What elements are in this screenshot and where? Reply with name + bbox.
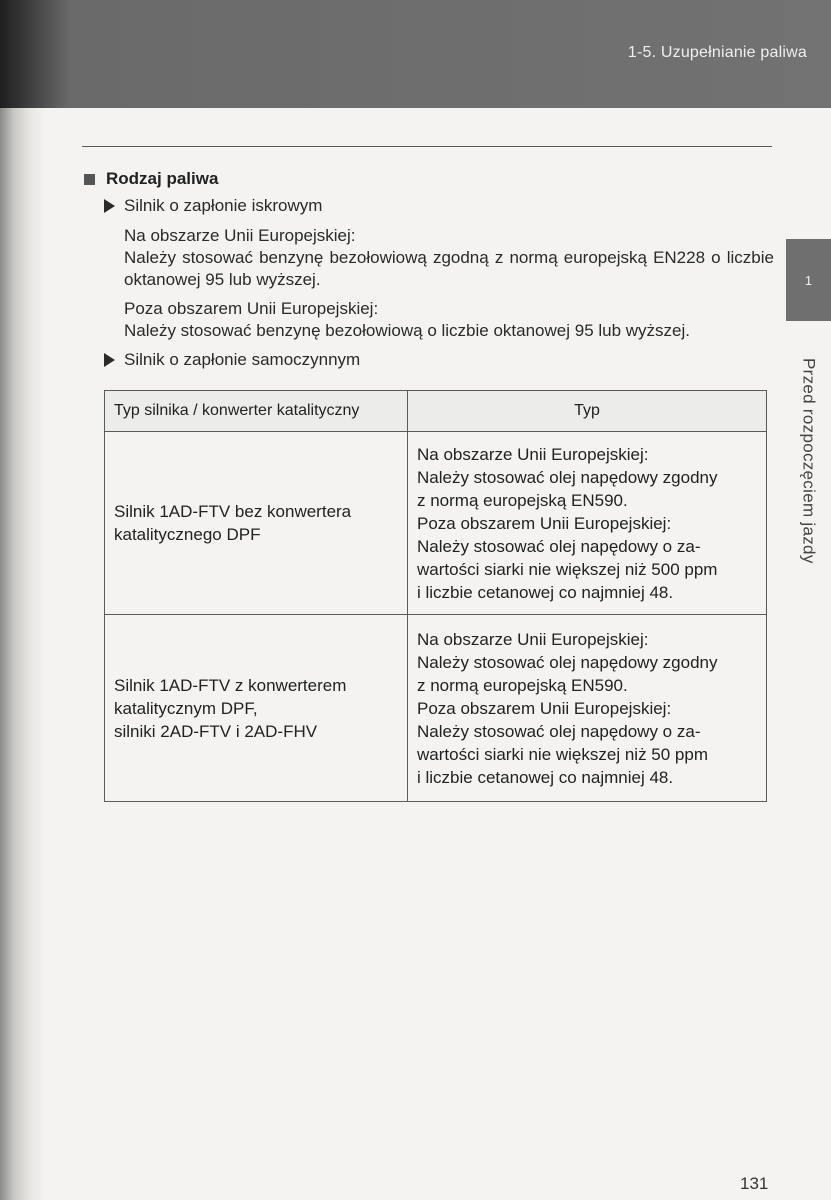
cell-line: wartości siarki nie większej niż 50 ppm — [417, 744, 708, 764]
cell-line: Należy stosować olej napędowy o za- — [417, 536, 701, 556]
chapter-side-label — [786, 338, 831, 583]
cell-line: katalitycznego DPF — [114, 525, 261, 544]
cell-line: Silnik 1AD-FTV z konwerterem — [114, 675, 347, 695]
petrol-eu-block — [124, 225, 774, 291]
cell-line: Należy stosować olej napędowy o za- — [417, 721, 701, 741]
petrol-non-eu-heading: Poza obszarem Unii Europejskiej: — [124, 299, 379, 318]
header-title: 1-5. Uzupełnianie paliwa — [627, 44, 807, 61]
cell-line: Na obszarze Unii Europejskiej: — [417, 629, 649, 649]
cell-line: wartości siarki nie większej niż 500 ppm — [417, 559, 718, 579]
table-row — [105, 432, 767, 615]
fuel-type-table — [104, 390, 767, 802]
page-header — [0, 0, 831, 108]
table-cell-engine — [105, 615, 408, 802]
diesel-bullet-label: Silnik o zapłonie samoczynnym — [124, 350, 361, 369]
cell-line: z normą europejską EN590. — [417, 675, 628, 695]
triangle-bullet-icon — [104, 199, 115, 213]
petrol-eu-heading: Na obszarze Unii Europejskiej: — [124, 226, 356, 245]
cell-line: Poza obszarem Unii Europejskiej: — [417, 698, 672, 718]
cell-line: z normą europejską EN590. — [417, 490, 628, 510]
cell-line: Poza obszarem Unii Europejskiej: — [417, 513, 672, 533]
cell-line: katalitycznym DPF, — [114, 698, 258, 718]
diesel-bullet — [104, 347, 774, 373]
triangle-bullet-icon — [104, 353, 115, 367]
table-header-type: Typ — [408, 391, 767, 432]
page-number: 131 — [740, 1174, 769, 1193]
chapter-title: Przed rozpoczęciem jazdy — [799, 357, 819, 564]
main-content — [84, 166, 774, 373]
chapter-number: 1 — [804, 272, 813, 288]
cell-line: i liczbie cetanowej co najmniej 48. — [417, 767, 674, 787]
petrol-non-eu-text: Należy stosować benzynę bezołowiową o liczbie oktanowej 95 lub wyższej. — [124, 321, 691, 340]
square-bullet-icon — [84, 174, 95, 185]
cell-line: silniki 2AD-FTV i 2AD-FHV — [114, 721, 318, 741]
table-cell-type — [408, 432, 767, 615]
petrol-non-eu-block — [124, 298, 774, 342]
table-row — [105, 615, 767, 802]
cell-line: i liczbie cetanowej co najmniej 48. — [417, 582, 674, 602]
table-header-row — [105, 391, 767, 432]
header-rule — [82, 146, 772, 147]
petrol-bullet — [104, 193, 774, 219]
table-header-engine: Typ silnika / konwerter katalityczny — [105, 391, 408, 432]
petrol-bullet-label: Silnik o zapłonie iskrowym — [124, 196, 323, 215]
chapter-tab — [786, 239, 831, 321]
section-heading — [84, 166, 774, 192]
cell-line: Na obszarze Unii Europejskiej: — [417, 444, 649, 464]
table-cell-type — [408, 615, 767, 802]
table-cell-engine — [105, 432, 408, 615]
cell-line: Należy stosować olej napędowy zgodny — [417, 652, 718, 672]
section-title: Rodzaj paliwa — [106, 169, 219, 188]
cell-line: Silnik 1AD-FTV bez konwertera — [114, 502, 352, 521]
page-binding-shadow — [0, 0, 46, 1200]
petrol-eu-text: Należy stosować benzynę bezołowiową zgodną z normą europejską EN228 o liczbie oktanowej 95 lub wyższej. — [124, 248, 774, 289]
cell-line: Należy stosować olej napędowy zgodny — [417, 467, 718, 487]
